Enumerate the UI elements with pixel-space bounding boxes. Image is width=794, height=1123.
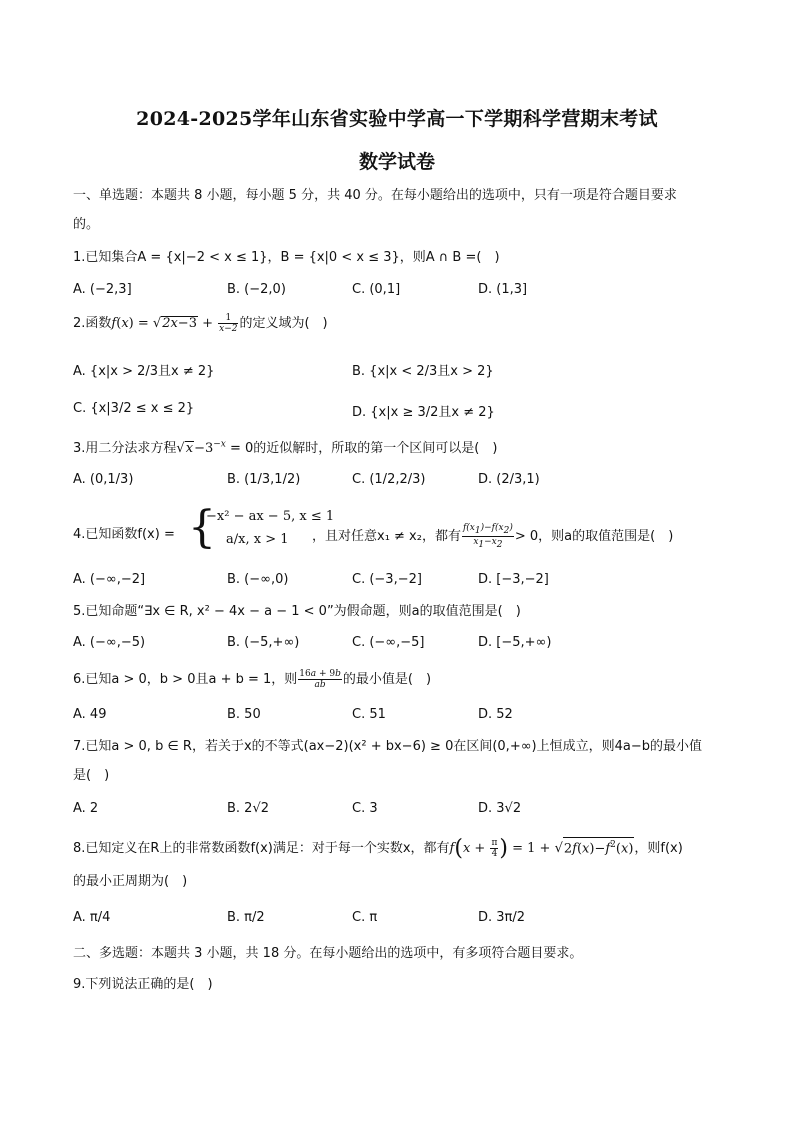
q3-option-b: B. (1/3,1/2) — [227, 472, 301, 487]
question-4-stem-c: > 0，则a的取值范围是( ) — [514, 528, 674, 544]
q1-option-a: A. (−2,3] — [73, 282, 132, 297]
q2-option-a: A. {x|x > 2/3且x ≠ 2} — [73, 364, 215, 379]
q3-option-d: D. (2/3,1) — [478, 472, 540, 487]
question-3: 3.用二分法求方程$√x-3^{-x} = 0$的近似解时，所取的第一个区间可以是( ) — [73, 439, 498, 456]
q7-option-a: A. 2 — [73, 801, 99, 816]
section-2-heading: 二、多选题：本题共 3 小题，共 18 分。在每小题给出的选项中，有多项符合题目要求。 — [73, 946, 583, 961]
question-6 — [73, 668, 431, 690]
question-7-stem: 已知a > 0, b ∈ R，若关于x的不等式(ax−2)(x² + bx−6) ≥ 0在区间(0,+∞)上恒成立，则4a−b的最小值 — [85, 739, 702, 754]
q4-option-a: A. (−∞,−2] — [73, 572, 146, 587]
q7-option-b: B. 2√2 — [227, 801, 270, 816]
q8-option-a: A. π/4 — [73, 910, 111, 925]
q3-option-c: C. (1/2,2/3) — [352, 472, 426, 487]
question-7-number: 7. — [73, 739, 86, 754]
q4-fraction: $\frac{f(x_1)-f(x_2)}{x_1-x_2}$ — [462, 523, 513, 550]
q8-formula: f — [449, 841, 455, 856]
q1-option-d: D. (1,3] — [478, 282, 528, 297]
q3-option-a: A. (0,1/3) — [73, 472, 134, 487]
question-9-number: 9. — [73, 977, 86, 992]
question-8-stem-b: ，则f(x) — [634, 841, 683, 856]
question-8-cont: 的最小正周期为( ) — [73, 874, 188, 889]
q4-option-c: C. (−3,−2] — [352, 572, 422, 587]
question-5-number: 5. — [73, 604, 86, 619]
question-1 — [73, 250, 500, 266]
q6-fraction: $\frac{16a + 9b}{ab}$ — [299, 669, 341, 690]
q5-option-b: B. (−5,+∞) — [227, 635, 300, 650]
q5-option-d: D. [−5,+∞) — [478, 635, 552, 650]
q8-option-c: C. π — [352, 910, 378, 925]
q4-option-d: D. [−3,−2] — [478, 572, 549, 587]
q4-piece-2: a/x, x > 1 — [226, 532, 289, 547]
q4-piecewise-brace: { — [188, 502, 216, 553]
q6-option-d: D. 52 — [478, 707, 513, 722]
question-3-stem-b: = 0的近似解时，所取的第一个区间可以是( ) — [230, 441, 498, 456]
section-1-heading-cont: 的。 — [73, 217, 100, 232]
question-4-cont — [312, 523, 673, 550]
q2-formula: f — [111, 316, 117, 331]
question-5 — [73, 604, 521, 620]
question-8: 8.已知定义在R上的非常数函数f(x)满足：对于每一个实数x，都有f(x + $\frac{\pi}{4}$ ) = $1 + √2f(x)-f^2(x)$，则f(x) — [73, 836, 683, 861]
question-4-stem-b: ，且对任意x₁ ≠ x₂，都有 — [312, 528, 461, 544]
question-2-number: 2. — [73, 316, 86, 331]
q2-option-c: C. {x|3/2 ≤ x ≤ 2} — [73, 401, 195, 416]
question-8-stem-a: 已知定义在R上的非常数函数f(x)满足：对于每一个实数x，都有 — [85, 841, 450, 856]
question-4-number: 4. — [73, 527, 86, 542]
question-2: 2.函数f(x) = √2x−3 + $\frac{1}{x-2}$ 的定义域为( ) — [73, 313, 328, 334]
q5-option-c: C. (−∞,−5] — [352, 635, 425, 650]
question-6-stem-b: 的最小值是( ) — [342, 672, 432, 687]
q1-option-b: B. (−2,0) — [227, 282, 286, 297]
q6-option-c: C. 51 — [352, 707, 386, 722]
question-9 — [73, 977, 213, 993]
exam-title: 2024-2025学年山东省实验中学高一下学期科学营期末考试 — [136, 108, 658, 130]
question-1-stem: 已知集合A = {x|−2 < x ≤ 1}，B = {x|0 < x ≤ 3}，则A ∩ B =( ) — [85, 250, 500, 265]
q2-option-d: D. {x|x ≥ 3/2且x ≠ 2} — [352, 405, 495, 420]
question-8-number: 8. — [73, 841, 86, 856]
q2-fraction: $\frac{1}{x-2}$ — [219, 313, 238, 334]
question-7-cont: 是( ) — [73, 768, 110, 783]
question-3-number: 3. — [73, 441, 86, 456]
q6-option-b: B. 50 — [227, 707, 261, 722]
q1-option-c: C. (0,1] — [352, 282, 401, 297]
q8-option-b: B. π/2 — [227, 910, 265, 925]
question-7 — [73, 739, 702, 755]
section-1-heading: 一、单选题：本题共 8 小题，每小题 5 分，共 40 分。在每小题给出的选项中，只有一项是符合题目要求 — [73, 188, 677, 203]
q4-piece-1: −x² − ax − 5, x ≤ 1 — [206, 509, 335, 524]
q7-option-c: C. 3 — [352, 801, 378, 816]
question-4-stem-a: 已知函数f(x) = — [85, 527, 175, 542]
q2-option-b: B. {x|x < 2/3且x > 2} — [352, 364, 494, 379]
q8-option-d: D. 3π/2 — [478, 910, 526, 925]
question-6-number: 6. — [73, 672, 86, 687]
question-1-number: 1. — [73, 250, 86, 265]
q7-option-d: D. 3√2 — [478, 801, 522, 816]
exam-subtitle: 数学试卷 — [358, 151, 435, 173]
q4-option-b: B. (−∞,0) — [227, 572, 289, 587]
question-9-stem: 下列说法正确的是( ) — [85, 977, 213, 992]
question-5-stem: 已知命题“∃x ∈ R, x² − 4x − a − 1 < 0”为假命题，则a的取值范围是( ) — [85, 604, 521, 619]
question-3-stem-a: 用二分法求方程 — [85, 441, 177, 456]
question-6-stem-a: 已知a > 0，b > 0且a + b = 1，则 — [85, 672, 298, 687]
q6-option-a: A. 49 — [73, 707, 107, 722]
question-4 — [73, 523, 175, 542]
question-2-stem-a: 函数 — [85, 316, 112, 331]
question-2-stem-b: 的定义域为( ) — [239, 316, 328, 331]
q5-option-a: A. (−∞,−5) — [73, 635, 146, 650]
